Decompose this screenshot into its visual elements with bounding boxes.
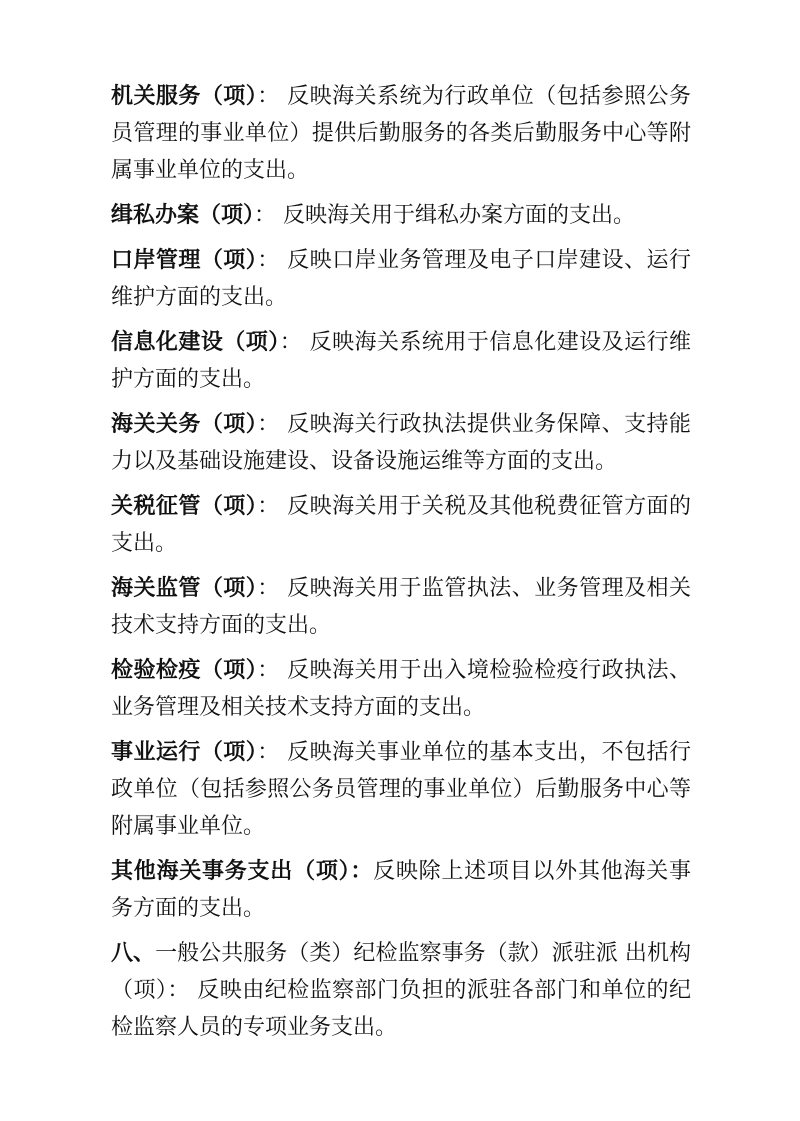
- entry-description: ： 反映海关用于监管执法、业务管理及相关技术支持方面的支出。: [111, 576, 691, 638]
- entry-description: ： 反映海关用于出入境检验检疫行政执法、业务管理及相关技术支持方面的支出。: [111, 658, 691, 720]
- document-body: [111, 78, 691, 1054]
- entry-term: 口岸管理（项）: [111, 248, 258, 273]
- entry-description: ： 反映口岸业务管理及电子口岸建设、运行维护方面的支出。: [111, 248, 691, 310]
- entry-section-eight: [111, 935, 691, 1046]
- entry-haiguan-guanwu: [111, 406, 691, 480]
- section-number: 八、: [111, 941, 156, 966]
- entry-description: ： 反映海关系统为行政单位（包括参照公务员管理的事业单位）提供后勤服务的各类后勤服务中心等附属事业单位的支出。: [111, 84, 691, 183]
- entry-shiye-yunxing: [111, 734, 691, 845]
- entry-description: ： 反映海关用于关税及其他税费征管方面的支出。: [111, 494, 691, 556]
- entry-qita-haiguan-shiwu: [111, 853, 691, 927]
- entry-description: 反映除上述项目以外其他海关事务方面的支出。: [111, 859, 691, 921]
- entry-guanshui-zhengguan: [111, 488, 691, 562]
- entry-term: 缉私办案（项）: [111, 203, 255, 228]
- entry-term: 关税征管（项）: [111, 494, 258, 519]
- entry-description: ： 反映海关事业单位的基本支出，不包括行政单位（包括参照公务员管理的事业单位）后勤服务中心等附属事业单位。: [111, 740, 691, 839]
- entry-term: 信息化建设（项）: [111, 330, 280, 355]
- entry-description: 一般公共服务（类）纪检监察事务（款）派驻派 出机构（项）： 反映由纪检监察部门负担的派驻各部门和单位的纪检监察人员的专项业务支出。: [111, 941, 691, 1040]
- entry-term: 机关服务（项）: [111, 84, 258, 109]
- entry-xinxihua-jianshe: [111, 324, 691, 398]
- entry-term: 海关关务（项）: [111, 412, 258, 437]
- entry-term: 事业运行（项）: [111, 740, 258, 765]
- entry-term: 检验检疫（项）: [111, 658, 258, 683]
- entry-description: ： 反映海关用于缉私办案方面的支出。: [254, 203, 636, 228]
- entry-description: ： 反映海关行政执法提供业务保障、支持能力以及基础设施建设、设备设施运维等方面的支出。: [111, 412, 691, 474]
- entry-jisi-banan: [111, 197, 691, 234]
- entry-jiguan-fuwu: [111, 78, 691, 189]
- entry-term: 海关监管（项）: [111, 576, 258, 601]
- entry-term: 其他海关事务支出（项）：: [111, 859, 374, 884]
- entry-jianyan-jianyi: [111, 652, 691, 726]
- entry-haiguan-jianguan: [111, 570, 691, 644]
- entry-kouan-guanli: [111, 242, 691, 316]
- entry-description: ： 反映海关系统用于信息化建设及运行维护方面的支出。: [111, 330, 691, 392]
